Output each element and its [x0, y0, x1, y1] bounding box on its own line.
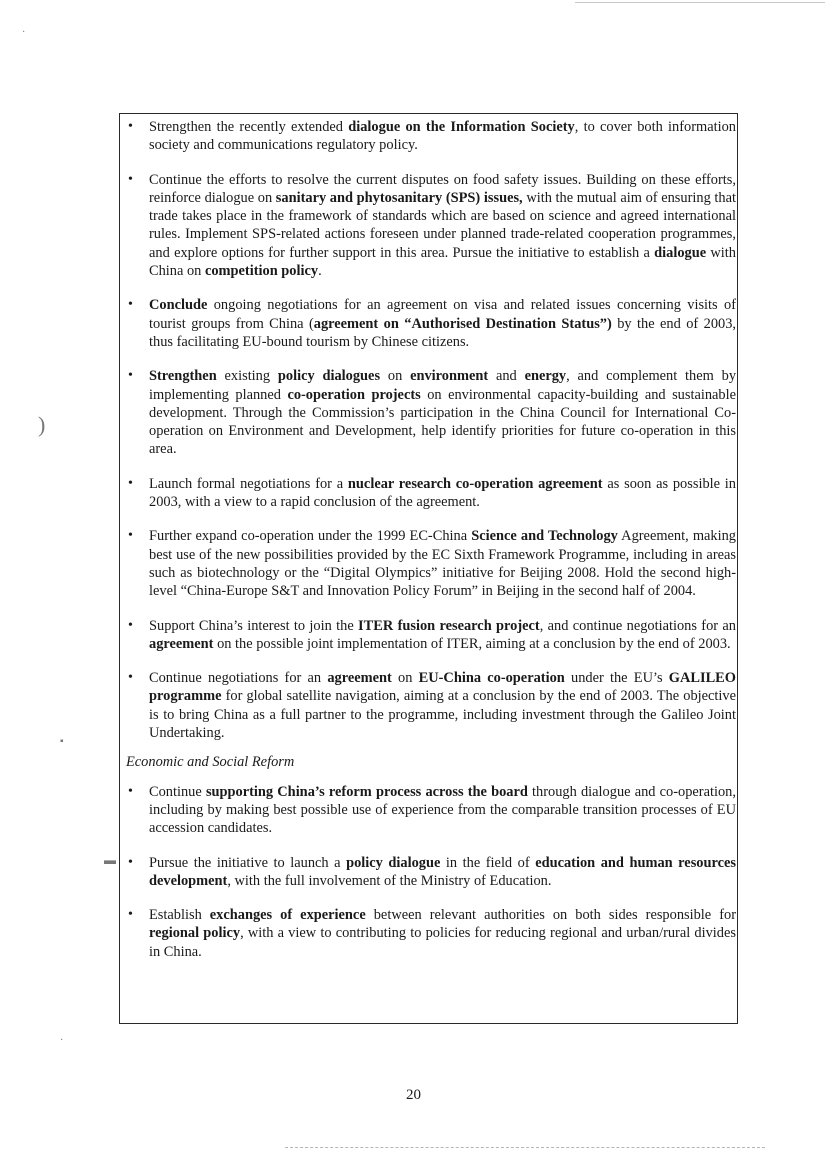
list-item: [126, 171, 736, 281]
list-item: [126, 669, 736, 742]
text-run: on the possible joint implementation of ITER, aiming at a conclusion by the end of 2003.: [213, 635, 731, 652]
list-item: [126, 854, 736, 891]
bold-phrase: EU-China co-operation: [418, 670, 565, 687]
scan-speck: ▪: [60, 736, 64, 747]
bold-phrase: supporting China’s reform process across the board: [205, 783, 528, 800]
text-run: in the field of: [440, 854, 536, 871]
text-run: .: [318, 263, 322, 280]
text-run: with China on: [149, 244, 736, 280]
scan-speck: ): [38, 412, 46, 437]
bold-phrase: agreement: [327, 670, 392, 687]
text-run: , with the full involvement of the Ministry of Education.: [227, 872, 552, 889]
scan-speck: ·: [22, 27, 26, 38]
text-run: on: [391, 670, 419, 687]
bold-phrase: policy dialogue: [346, 854, 441, 871]
text-run: Strengthen the recently extended: [149, 119, 349, 135]
text-run: between relevant authorities on both sides responsible for: [365, 907, 736, 924]
text-run: Launch formal negotiations for a: [149, 475, 348, 492]
scan-speck: ▬: [104, 853, 116, 867]
text-run: with the mutual aim of ensuring that trade takes place in the framework of standards which are based on science and agreed international rules. Implement SPS-related actions foreseen under planned trade-related cooperation programmes, and explore options for further support in this area. Pursue the initiative to establish a: [149, 189, 736, 261]
text-run: Continue the efforts to resolve the current disputes on food safety issues. Building on these efforts, reinforce dialogue on: [149, 171, 736, 206]
bold-phrase: education and human resources development: [149, 854, 736, 889]
bold-phrase: regional policy: [149, 925, 241, 942]
content-box: [119, 113, 738, 1024]
bullet-list: [120, 114, 737, 1023]
list-item: [126, 118, 736, 155]
bold-phrase: agreement: [149, 635, 214, 652]
bold-phrase: Science and Technology: [471, 528, 618, 545]
text-run: through dialogue and co-operation, including by making best possible use of experience from the comparable transition processes of EU accession candidates.: [149, 783, 736, 837]
scan-speck: ·: [60, 1035, 64, 1046]
bold-phrase: energy: [524, 368, 567, 385]
bold-phrase: Strengthen: [149, 368, 217, 385]
text-run: on environmental capacity-building and sustainable development. Through the Commission’s participation in the China Council for International Co-operation on Environment and Development, help identify priorities for future co-operation in this area.: [149, 386, 737, 458]
list-item: [126, 527, 736, 600]
text-run: Establish: [149, 907, 210, 924]
bold-phrase: dialogue: [654, 244, 707, 261]
scan-edge-bottom: [285, 1147, 765, 1149]
text-run: Further expand co-operation under the 1999 EC-China: [149, 528, 472, 545]
bold-phrase: policy dialogues: [277, 368, 381, 385]
list-item: [126, 783, 736, 838]
text-run: Agreement, making best use of the new possibilities provided by the EC Sixth Framework Programme, including in areas such as biotechnology or the “Digital Olympics” initiative for Beijing 2008. Hold the second high-level “China-Europe S&T and Innovation Policy Forum” in Beijing in the second half of 2004.: [149, 528, 737, 600]
text-run: Continue: [149, 783, 206, 800]
text-run: , to cover both information society and communications regulatory policy.: [149, 119, 737, 154]
text-run: for global satellite navigation, aiming at a conclusion by the end of 2003. The objective is to bring China as a full partner to the programme, including investment through the Galileo Joint Undertaking.: [149, 688, 736, 742]
list-item: [126, 367, 736, 458]
text-run: and: [488, 368, 525, 385]
bold-phrase: exchanges of experience: [209, 907, 366, 924]
text-run: Pursue the initiative to launch a: [149, 854, 347, 871]
text-run: ongoing negotiations for an agreement on visa and related issues concerning visits of tourist groups from China (: [149, 297, 736, 332]
text-run: under the EU’s: [564, 670, 669, 687]
bold-phrase: environment: [410, 368, 489, 385]
text-run: as soon as possible in 2003, with a view to a rapid conclusion of the agreement.: [149, 475, 736, 511]
text-run: , with a view to contributing to policies for reducing regional and urban/rural divides in China.: [149, 925, 736, 960]
text-run: Continue negotiations for an: [149, 670, 328, 687]
bold-phrase: nuclear research co-operation agreement: [347, 475, 603, 492]
scan-edge-top: [575, 2, 825, 3]
bold-phrase: competition policy: [204, 263, 319, 280]
text-run: , and continue negotiations for an: [539, 617, 736, 634]
bold-phrase: dialogue on the Information Society: [348, 119, 575, 135]
bold-phrase: GALILEO programme: [149, 670, 736, 705]
text-run: on: [380, 368, 411, 385]
bold-phrase: sanitary and phytosanitary (SPS) issues,: [275, 189, 523, 206]
list-item: [126, 906, 736, 961]
bold-phrase: agreement on “Authorised Destination Status”): [313, 315, 612, 332]
list-item: [126, 617, 736, 654]
text-run: by the end of 2003, thus facilitating EU-bound tourism by Chinese citizens.: [149, 315, 736, 350]
list-item: [126, 475, 736, 512]
bold-phrase: Conclude: [149, 297, 208, 314]
text-run: , and complement them by implementing planned: [149, 368, 737, 403]
text-run: existing: [216, 368, 278, 385]
text-run: Support China’s interest to join the: [149, 617, 359, 634]
list-item: [126, 296, 736, 351]
bold-phrase: ITER fusion research project: [358, 617, 540, 634]
page-number: 20: [406, 1087, 421, 1103]
section-heading: Economic and Social Reform: [126, 754, 295, 771]
bold-phrase: co-operation projects: [287, 386, 421, 403]
